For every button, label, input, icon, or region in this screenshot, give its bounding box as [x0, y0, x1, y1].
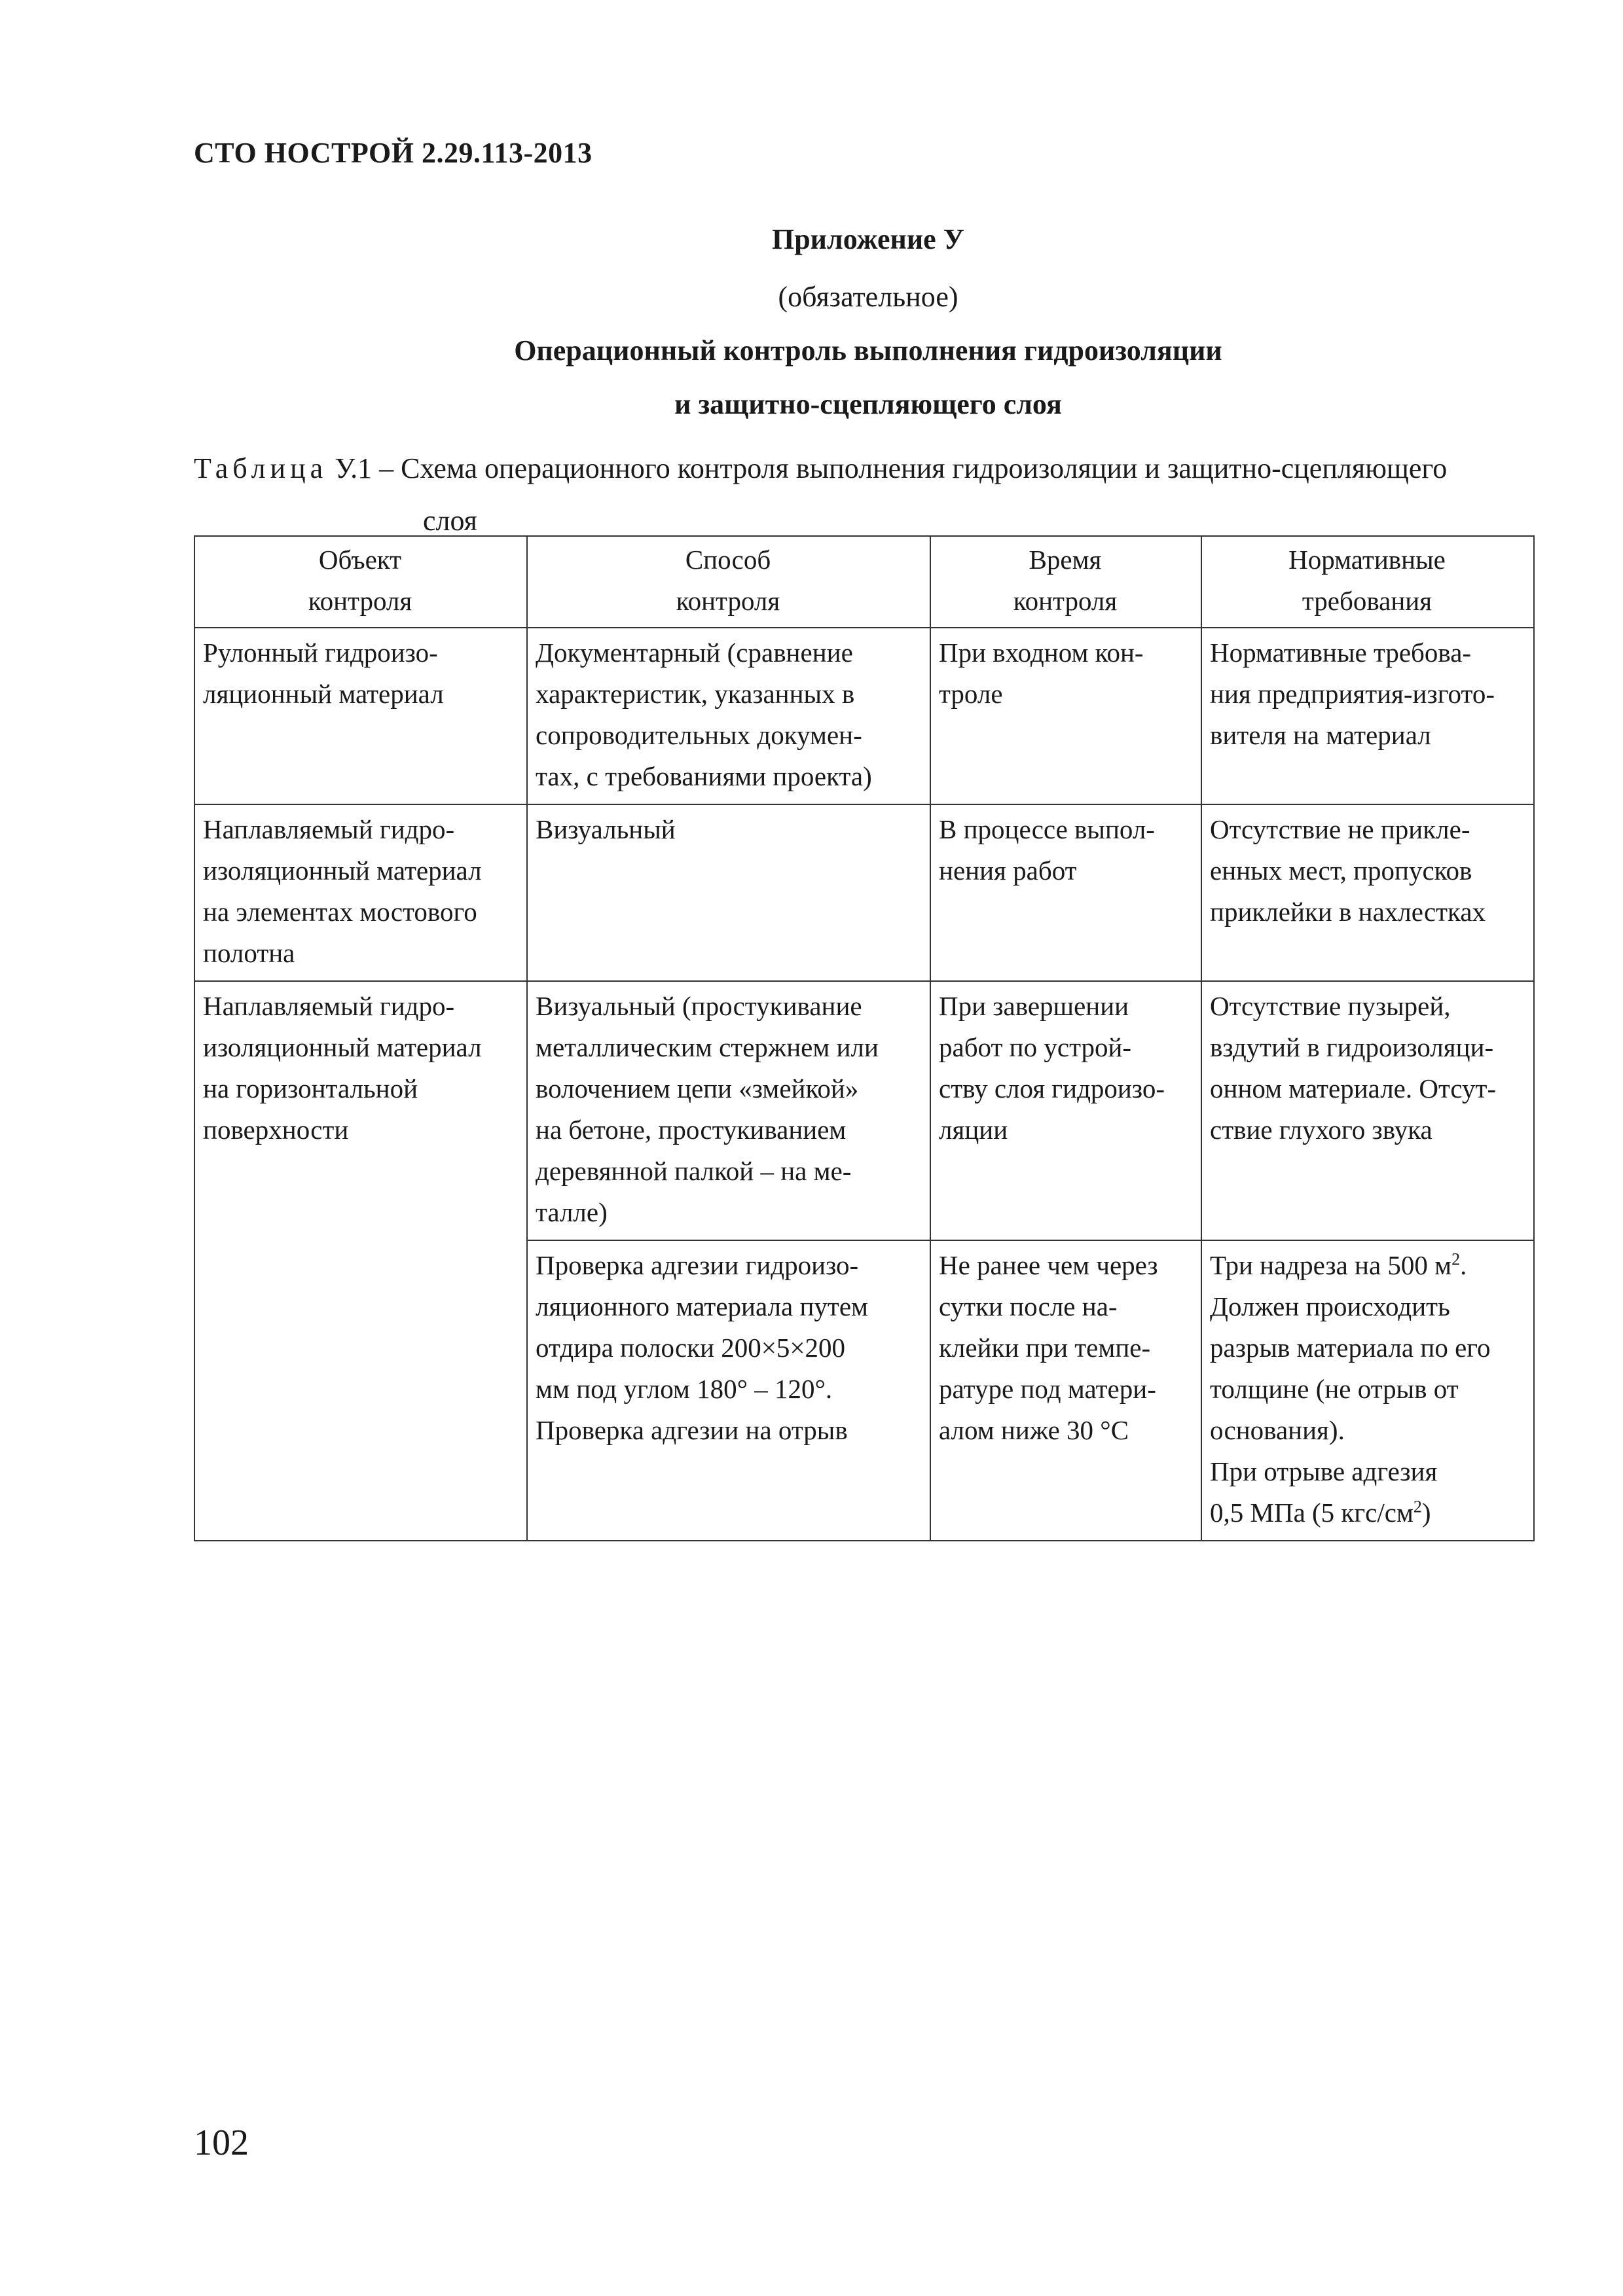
cell-object: Рулонный гидроизо- ляционный материал: [194, 628, 527, 804]
table-row: [194, 804, 1534, 981]
header-time: Время контроля: [930, 536, 1201, 628]
table-caption-label: Таблица: [194, 452, 328, 484]
cell-time: Не ранее чем через сутки после на- клейки при темпе- ратуре под матери- алом ниже 30 °С: [930, 1240, 1201, 1541]
section-title-line-1: Операционный контроль выполнения гидроизоляции: [514, 334, 1222, 367]
operational-control-table: [194, 535, 1535, 1541]
appendix-status: (обязательное): [778, 281, 958, 313]
page-number: 102: [194, 2123, 249, 2163]
cell-method: Проверка адгезии гидроизо- ляционного материала путем отдира полоски 200×5×200 мм под углом 180° – 120°. Проверка адгезии на отрыв: [527, 1240, 930, 1541]
document-code: СТО НОСТРОЙ 2.29.113-2013: [194, 137, 593, 169]
cell-method: Визуальный: [527, 804, 930, 981]
table-caption-continuation: слоя: [423, 505, 477, 537]
table-row: [194, 628, 1534, 804]
cell-requirements: Отсутствие пузырей, вздутий в гидроизоляци- онном материале. Отсут- ствие глухого звука: [1201, 981, 1534, 1240]
cell-time: В процессе выпол- нения работ: [930, 804, 1201, 981]
section-title-line-2: и защитно-сцепляющего слоя: [674, 388, 1062, 420]
appendix-title: Приложение У: [771, 223, 964, 255]
header-object: Объект контроля: [194, 536, 527, 628]
header-requirements: Нормативные требования: [1201, 536, 1534, 628]
table-row: [194, 981, 1534, 1240]
cell-object: Наплавляемый гидро- изоляционный материал на горизонтальной поверхности: [194, 981, 527, 1541]
cell-method: Документарный (сравнение характеристик, указанных в сопроводительных докумен- тах, с требованиями проекта): [527, 628, 930, 804]
cell-time: При входном кон- троле: [930, 628, 1201, 804]
cell-method: Визуальный (простукивание металлическим стержнем или волочением цепи «змейкой» на бетоне, простукиванием деревянной палкой – на ме- талле): [527, 981, 930, 1240]
cell-requirements: Три надреза на 500 $м^2$. Должен происходить разрыв материала по его толщине (не отрыв от основания). При отрыве адгезия 0,5 МПа (5 кгс/$см^2$): [1201, 1240, 1534, 1541]
table-caption: [194, 442, 1556, 547]
cell-requirements: Нормативные требова- ния предприятия-изгото- вителя на материал: [1201, 628, 1534, 804]
table-header-row: [194, 536, 1534, 628]
header-method: Способ контроля: [527, 536, 930, 628]
table-caption-text: У.1 – Схема операционного контроля выполнения гидроизоляции и защитно-сцепляющего: [327, 452, 1448, 484]
cell-object: Наплавляемый гидро- изоляционный материал на элементах мостового полотна: [194, 804, 527, 981]
cell-requirements: Отсутствие не прикле- енных мест, пропусков приклейки в нахлестках: [1201, 804, 1534, 981]
cell-time: При завершении работ по устрой- ству слоя гидроизо- ляции: [930, 981, 1201, 1240]
